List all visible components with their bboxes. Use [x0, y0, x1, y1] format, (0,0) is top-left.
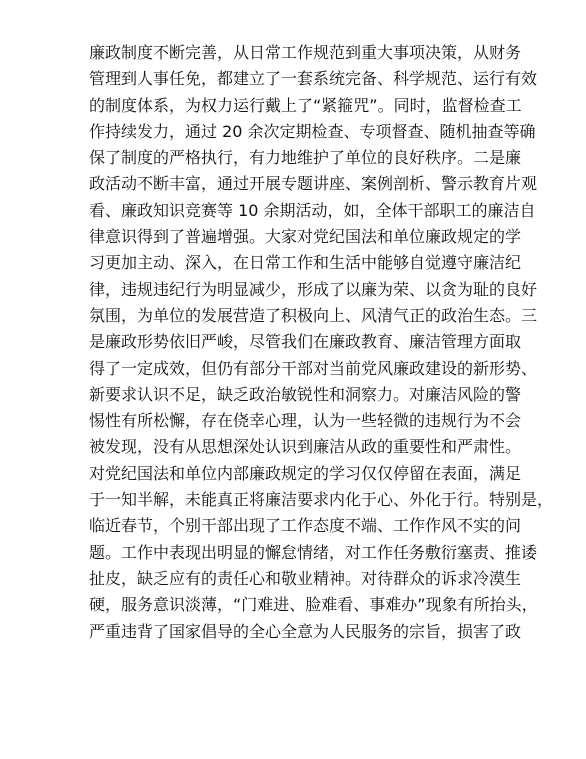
text-line: 管理到人事任免，都建立了一套系统完备、科学规范、运行有效 — [89, 69, 538, 89]
text-line: 对党纪国法和单位内部廉政规定的学习仅仅停留在表面，满足 — [89, 463, 522, 483]
text-line: 廉政制度不断完善，从日常工作规范到重大事项决策，从财务 — [89, 43, 522, 62]
text-line: 律，违规违纪行为明显减少，形成了以廉为荣、以贪为耻的良好 — [89, 279, 538, 299]
text-line: 看、廉政知识竞赛等 10 余期活动，如，全体干部职工的廉洁自 — [89, 200, 536, 220]
text-line: 硬，服务意识淡薄，“门难进、脸难看、事难办”现象有所抬头， — [89, 595, 538, 615]
text-line: 扯皮，缺乏应有的责任心和敬业精神。对待群众的诉求冷漠生 — [89, 568, 522, 588]
text-line: 得了一定成效，但仍有部分干部对当前党风廉政建设的新形势、 — [89, 358, 538, 378]
body-text — [89, 40, 554, 645]
text-line: 氛围，为单位的发展营造了积极向上、风清气正的政治生态。三 — [89, 305, 538, 325]
text-line: 保了制度的严格执行，有力地维护了单位的良好秩序。二是廉 — [89, 148, 522, 168]
text-line: 是廉政形势依旧严峻，尽管我们在廉政教育、廉洁管理方面取 — [89, 332, 522, 352]
text-line: 政活动不断丰富，通过开展专题讲座、案例剖析、警示教育片观 — [89, 174, 538, 194]
text-line: 被发现，没有从思想深处认识到廉洁从政的重要性和严肃性。 — [89, 437, 522, 457]
text-line: 严重违背了国家倡导的全心全意为人民服务的宗旨，损害了政 — [89, 621, 522, 641]
text-line: 于一知半解，未能真正将廉洁要求内化于心、外化于行。特别是， — [89, 490, 554, 510]
text-line: 习更加主动、深入，在日常工作和生活中能够自觉遵守廉洁纪 — [89, 253, 522, 273]
text-line: 题。工作中表现出明显的懈怠情绪，对工作任务敷衍塞责、推诿 — [89, 542, 538, 562]
text-line: 的制度体系，为权力运行戴上了“紧箍咒”。同时，监督检查工 — [89, 95, 522, 115]
text-line: 律意识得到了普遍增强。大家对党纪国法和单位廉政规定的学 — [89, 227, 522, 247]
text-line: 临近春节，个别干部出现了工作态度不端、工作作风不实的问 — [89, 516, 522, 536]
text-line: 作持续发力，通过 20 余次定期检查、专项督查、随机抽查等确 — [89, 121, 536, 141]
text-line: 新要求认识不足，缺乏政治敏锐性和洞察力。对廉洁风险的警 — [89, 384, 522, 404]
text-line: 惕性有所松懈，存在侥幸心理，认为一些轻微的违规行为不会 — [89, 411, 522, 431]
